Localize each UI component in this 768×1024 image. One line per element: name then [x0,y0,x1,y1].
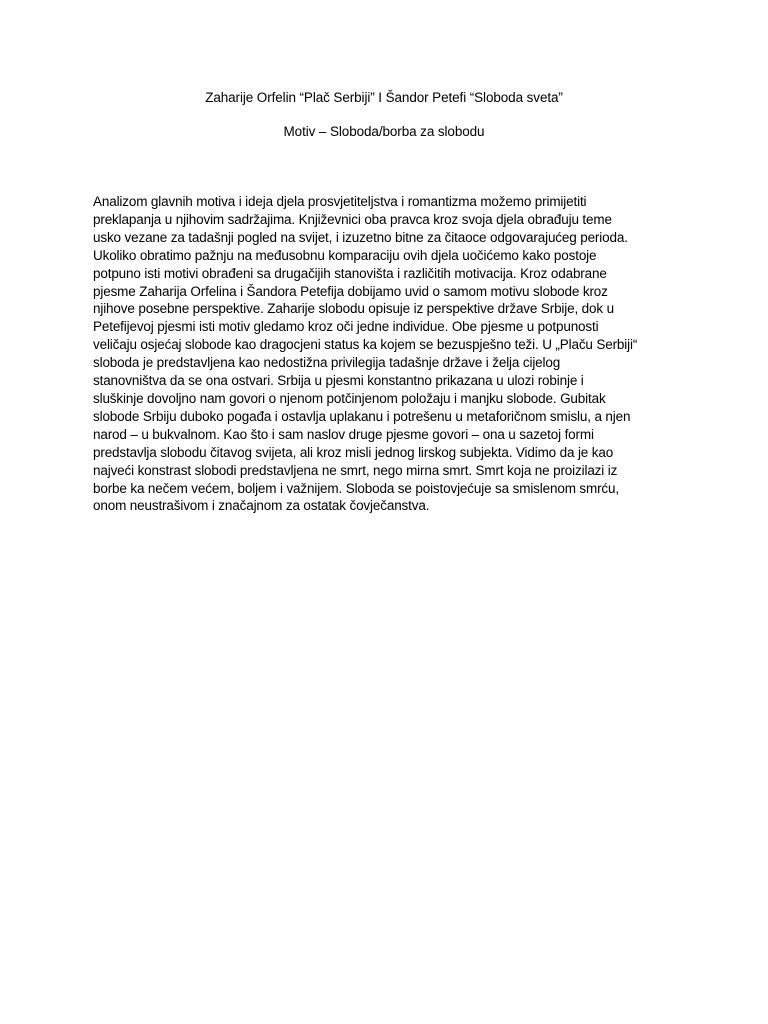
paragraph-line: borbe ka nečem većem, boljem i važnijem. Sloboda se poistovjećuje sa smislenom smrću, [93,480,619,496]
paragraph-line: Ukoliko obratimo pažnju na međusobnu komparaciju ovih djela uočićemo kako postoje [93,247,597,263]
paragraph-line: njihove posebne perspektive. Zaharije slobodu opisuje iz perspektive države Srbije, dok u [93,301,614,317]
paragraph-line: stanovništva da se ona ostvari. Srbija u pjesmi konstantno prikazana u ulozi robinje i [93,373,584,389]
paragraph-line: onom neustrašivom i značajnom za ostatak čovječanstva. [93,498,430,514]
body-paragraph [93,193,677,515]
paragraph-line: predstavlja slobodu čitavog svijeta, ali kroz misli jednog lirskog subjekta. Vidimo da je kao [93,444,614,460]
paragraph-line: pjesme Zaharija Orfelina i Šandora Petefija dobijamo uvid o samom motivu slobode kroz [93,283,608,299]
paragraph-line: najveći konstrast slobodi predstavljena ne smrt, nego mirna smrt. Smrt koja ne proizilazi iz [93,462,618,478]
paragraph-line: Analizom glavnih motiva i ideja djela prosvjetiteljstva i romantizma možemo primijetiti [93,194,587,209]
paragraph-line: potpuno isti motivi obrađeni sa drugačijih stanovišta i različitih motivacija. Kroz odabrane [93,265,607,281]
paragraph-line: sloboda je predstavljena kao nedostižna privilegija tadašnje države i želja cijelog [93,355,561,371]
document-subtitle: Motiv – Sloboda/borba za slobodu [283,124,485,139]
paragraph-line: slobode Srbiju duboko pogađa i ostavlja uplakanu i potrešenu u metaforičnom smislu, a njen [93,408,631,424]
document-title: Zaharije Orfelin “Plač Serbiji” I Šandor Petefi “Sloboda sveta” [205,90,563,105]
paragraph-line: narod – u bukvalnom. Kao što i sam naslov druge pjesme govori – ona u sazetoj formi [93,426,594,442]
paragraph-line: veličaju osjećaj slobode kao dragocjeni status ka kojem se bezuspješno teži. U „Plaču Serbiji“ [93,337,638,353]
paragraph-line: Petefijevoj pjesmi isti motiv gledamo kroz oči jedne individue. Obe pjesme u potpunosti [93,319,599,335]
paragraph-line: sluškinje dovoljno nam govori o njenom potčinjenom položaju i manjku slobode. Gubitak [93,390,606,406]
paragraph-line: preklapanja u njihovim sadržajima. Književnici oba pravca kroz svoja djela obrađuju teme [93,211,612,227]
paragraph-line: usko vezane za tadašnji pogled na svijet, i izuzetno bitne za čitaoce odgovarajućeg perioda. [93,229,628,245]
